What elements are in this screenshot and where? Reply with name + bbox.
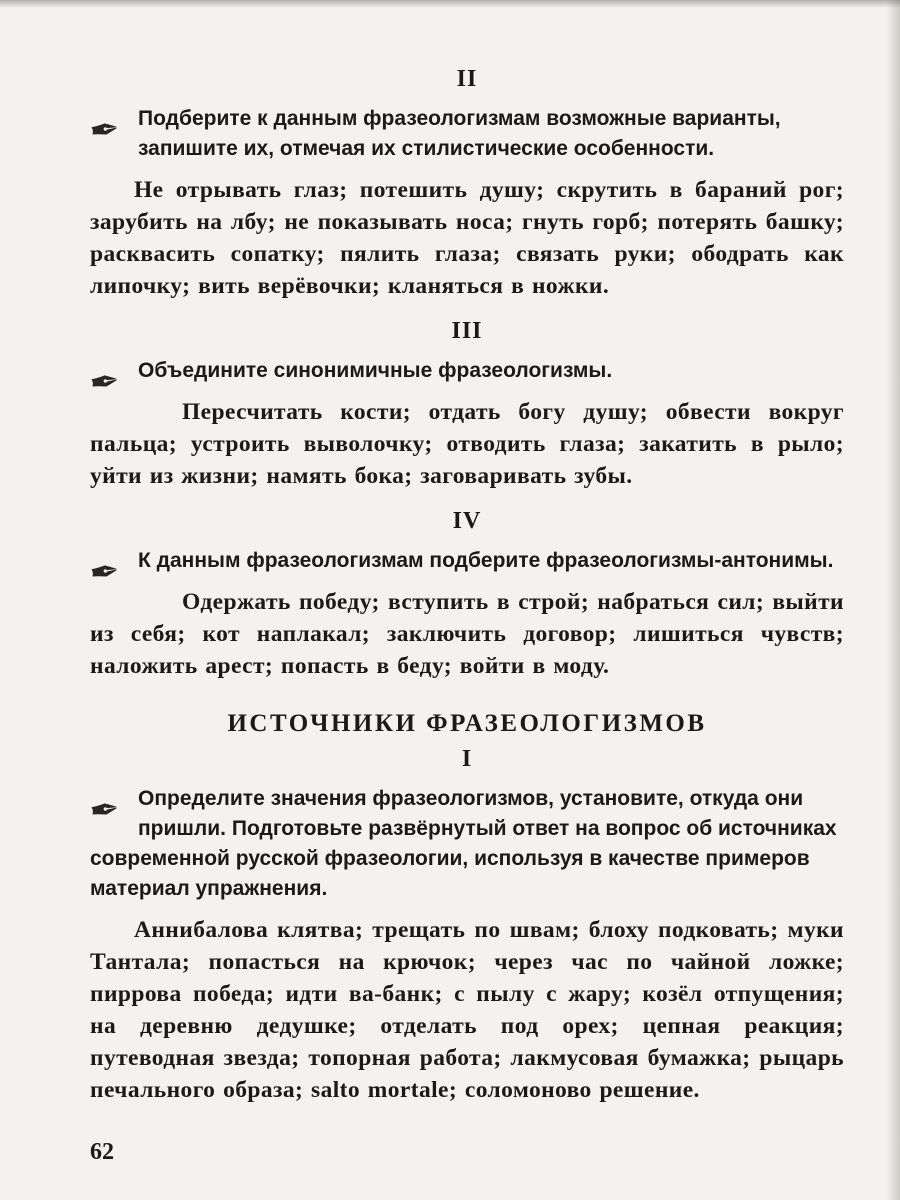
exercise-section-3 <box>86 316 844 492</box>
pen-icon: ✒ <box>86 360 123 406</box>
section-numeral: IV <box>452 508 482 534</box>
exercise-body: Аннибалова клятва; трещать по швам; блоху подковать; муки Тантала; попасться на крючок; через час по чайной ложке; пиррова победа; идти ва-банк; с пылу с жару; козёл отпущения; на деревню дедушке; отделать под орех; цепная реакция; путеводная звезда; топорная работа; лакмусовая бумажка; рыцарь печального образа; salto mortale; соломоново решение. <box>90 917 844 1103</box>
pen-icon: ✒ <box>86 550 123 596</box>
page-number: 62 <box>90 1139 114 1165</box>
instruction-text: Подберите к данным фразеологизмам возможные варианты, запишите их, отмечая их стилистические особенности. <box>138 107 781 160</box>
exercise-instruction <box>86 356 844 406</box>
exercise-body: Пересчитать кости; отдать богу душу; обвести вокруг пальца; устроить выволочку; отводить глаза; закатить в рыло; уйти из жизни; намять бока; заговаривать зубы. <box>90 399 844 489</box>
exercise-body: Одержать победу; вступить в строй; набраться сил; выйти из себя; кот наплакал; заключить договор; лишиться чувств; наложить арест; попасть в беду; войти в моду. <box>90 589 844 679</box>
pen-icon: ✒ <box>86 108 123 154</box>
pen-icon: ✒ <box>86 788 123 834</box>
exercise-instruction <box>86 546 844 596</box>
exercise-instruction <box>86 104 844 164</box>
exercise-instruction <box>86 784 844 904</box>
instruction-text: Объедините синонимичные фразеологизмы. <box>138 359 613 382</box>
instruction-text: Определите значения фразеологизмов, установите, откуда они пришли. Подготовьте развёрнутый ответ на вопрос об источниках современной русской фразеологии, используя в качестве примеров материал упражнения. <box>90 787 837 900</box>
section-numeral: III <box>451 318 483 344</box>
instruction-text: К данным фразеологизмам подберите фразеологизмы-антонимы. <box>138 549 834 572</box>
section-numeral: II <box>456 66 478 92</box>
exercise-section-1-sources <box>86 744 844 1106</box>
exercise-section-4 <box>86 506 844 682</box>
exercise-body: Не отрывать глаз; потешить душу; скрутить в бараний рог; зарубить на лбу; не показывать носа; гнуть горб; потерять башку; расквасить сопатку; пялить глаза; связать руки; ободрать как липочку; вить верёвочки; кланяться в ножки. <box>90 177 844 299</box>
exercise-section-2 <box>86 64 844 302</box>
section-numeral: I <box>461 746 473 772</box>
chapter-heading: ИСТОЧНИКИ ФРАЗЕОЛОГИЗМОВ <box>227 710 707 737</box>
